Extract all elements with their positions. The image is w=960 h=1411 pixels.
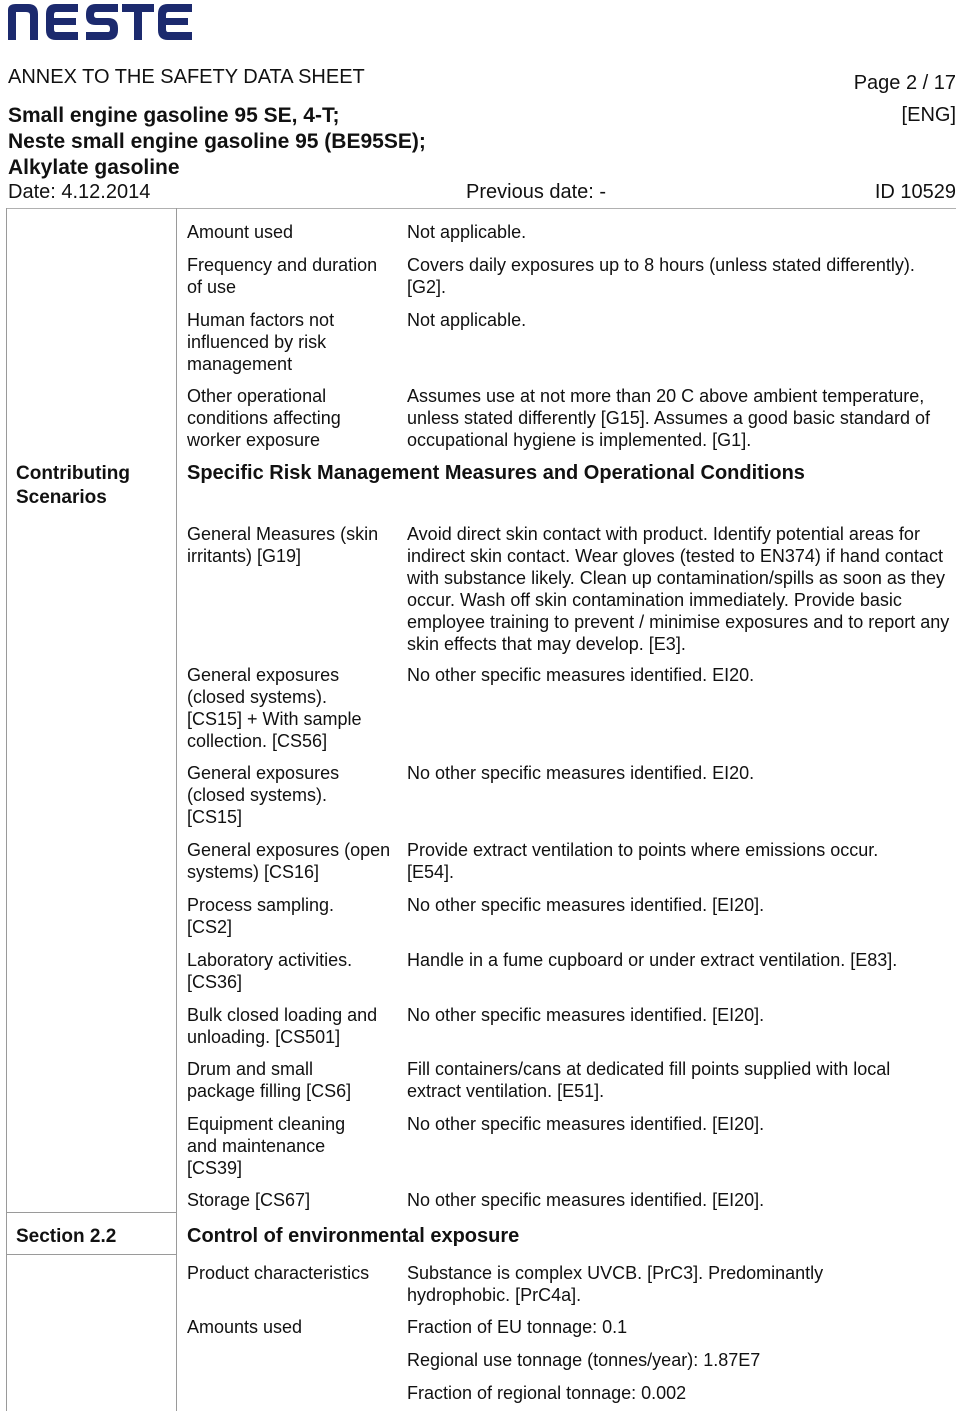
row-divider-section (6, 1212, 176, 1213)
page-number: Page 2 / 17 (853, 72, 956, 94)
neste-logo (6, 2, 194, 42)
row-value: Handle in a fume cupboard or under extract ventilation. [E83]. (407, 950, 898, 970)
product-name-line2: Neste small engine gasoline 95 (BE95SE); (8, 130, 426, 153)
table-column-divider (176, 208, 177, 1411)
document-date: Date: 4.12.2014 (8, 181, 151, 203)
row-value: No other specific measures identified. [EI20]. (407, 1190, 765, 1210)
document-table (0, 208, 960, 1411)
row-value: Not applicable. (407, 310, 527, 330)
row-value: Avoid direct skin contact with product. Identify potential areas for indirect skin contact. Wear gloves (tested to EN374) if hand contact with substance likely. Clean up contamination/spills as soon as they occur. Wash off skin contamination immediately. Provide basic employee training to prevent / minimise exposures and to report any skin effects that may develop. [E3]. (407, 524, 950, 654)
row-label: Product characteristics (187, 1263, 370, 1283)
header-rule (6, 208, 956, 209)
row-value: Covers daily exposures up to 8 hours (unless stated differently). [G2]. (407, 255, 915, 297)
row-value: No other specific measures identified. [EI20]. (407, 1114, 765, 1134)
row-label: Other operational conditions affecting worker exposure (187, 386, 341, 450)
previous-date: Previous date: - (466, 181, 607, 203)
table-border-left (6, 208, 7, 1411)
row-label: Human factors not influenced by risk management (187, 310, 335, 374)
row-value: Provide extract ventilation to points where emissions occur. [E54]. (407, 840, 879, 882)
row-label: Process sampling. [CS2] (187, 895, 335, 937)
product-name-line1: Small engine gasoline 95 SE, 4-T; (8, 104, 340, 127)
row-divider-section-bottom (6, 1254, 176, 1255)
row-value: Fraction of regional tonnage: 0.002 (407, 1383, 687, 1403)
row-value: No other specific measures identified. [EI20]. (407, 895, 765, 915)
section-2-2-heading: Control of environmental exposure (187, 1225, 520, 1247)
row-value: No other specific measures identified. EI20. (407, 665, 755, 685)
row-value: Assumes use at not more than 20 C above ambient temperature, unless stated differently [G15]. Assumes a good basic standard of occupational hygiene is implemented. [G1]. (407, 386, 930, 450)
section-2-2-label: Section 2.2 (16, 1226, 117, 1247)
row-value: Substance is complex UVCB. [PrC3]. Predominantly hydrophobic. [PrC4a]. (407, 1263, 824, 1305)
row-label: Equipment cleaning and maintenance [CS39] (187, 1114, 346, 1178)
row-label: General exposures (open systems) [CS16] (187, 840, 391, 882)
row-label: General exposures (closed systems). [CS15] + With sample collection. [CS56] (187, 665, 362, 751)
row-value: Not applicable. (407, 222, 527, 242)
row-value: No other specific measures identified. [EI20]. (407, 1005, 765, 1025)
annex-title: ANNEX TO THE SAFETY DATA SHEET (8, 66, 365, 88)
row-label: General Measures (skin irritants) [G19] (187, 524, 379, 566)
row-label: Bulk closed loading and unloading. [CS501] (187, 1005, 378, 1047)
row-label: Storage [CS67] (187, 1190, 311, 1210)
row-label: Amount used (187, 222, 294, 242)
row-label: Amounts used (187, 1317, 303, 1337)
row-value: Fill containers/cans at dedicated fill points supplied with local extract ventilation. [E51]. (407, 1059, 891, 1101)
row-value: Fraction of EU tonnage: 0.1 (407, 1317, 628, 1337)
document-id: ID 10529 (874, 181, 956, 203)
contributing-scenarios-label: Contributing Scenarios (16, 463, 130, 508)
row-value: No other specific measures identified. EI20. (407, 763, 755, 783)
row-label: Drum and small package filling [CS6] (187, 1059, 352, 1101)
row-label: Frequency and duration of use (187, 255, 378, 297)
row-label: Laboratory activities. [CS36] (187, 950, 353, 992)
contributing-heading: Specific Risk Management Measures and Operational Conditions (187, 462, 805, 484)
row-value: Regional use tonnage (tonnes/year): 1.87E7 (407, 1350, 761, 1370)
product-name-line3: Alkylate gasoline (8, 156, 180, 179)
language-code: [ENG] (901, 104, 956, 126)
row-label: General exposures (closed systems). [CS15] (187, 763, 340, 827)
